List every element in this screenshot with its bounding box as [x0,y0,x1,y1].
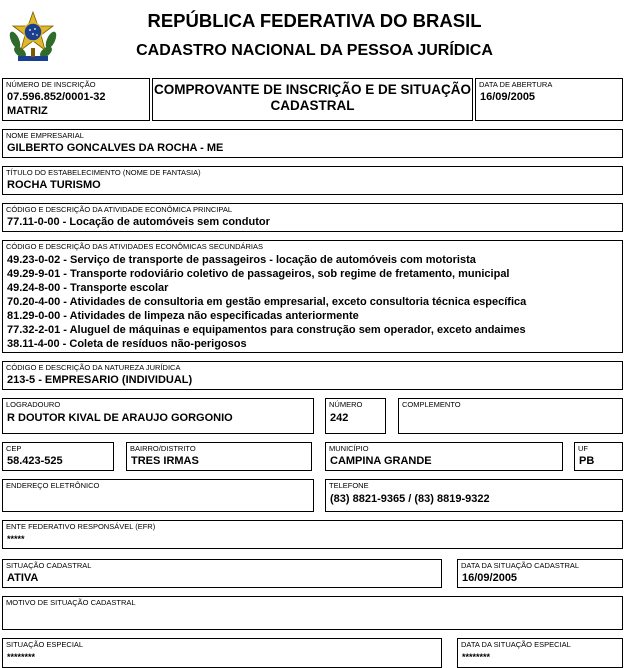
cep-label: CEP [6,444,22,453]
situacao-especial-value: ******** [7,652,36,662]
nome-empresarial-box [2,129,623,158]
atividade-secundaria-item: 49.23-0-02 - Serviço de transporte de passageiros - locação de automóveis com motorista [7,254,476,266]
numero-value: 242 [330,412,349,424]
telefone-label: TELEFONE [329,481,369,490]
fantasia-box [2,166,623,195]
email-box [2,479,314,512]
inscricao-label: NÚMERO DE INSCRIÇÃO [6,80,96,89]
abertura-label: DATA DE ABERTURA [479,80,553,89]
atividade-secundaria-item: 49.24-8-00 - Transporte escolar [7,282,169,294]
nome-empresarial-value: GILBERTO GONCALVES DA ROCHA - ME [7,142,224,154]
data-situacao-especial-label: DATA DA SITUAÇÃO ESPECIAL [461,640,571,649]
situacao-label: SITUAÇÃO CADASTRAL [6,561,92,570]
abertura-box [475,78,623,121]
title-republic: REPÚBLICA FEDERATIVA DO BRASIL [147,10,482,31]
atividade-secundaria-item: 49.29-9-01 - Transporte rodoviário coletivo de passageiros, sob regime de fretamento, municipal [7,268,510,280]
atividade-secundaria-item: 81.29-0-00 - Atividades de limpeza não especificadas anteriormente [7,310,359,322]
fantasia-value: ROCHA TURISMO [7,179,101,191]
inscricao-number: 07.596.852/0001-32 [7,91,106,103]
logradouro-box [2,398,314,434]
abertura-date: 16/09/2005 [480,91,536,103]
complemento-box [398,398,623,434]
logradouro-value: R DOUTOR KIVAL DE ARAUJO GORGONIO [7,412,233,424]
bairro-label: BAIRRO/DISTRITO [130,444,196,453]
atividade-principal-label: CÓDIGO E DESCRIÇÃO DA ATIVIDADE ECONÔMICA PRINCIPAL [6,205,233,214]
cep-box [2,442,114,471]
motivo-label: MOTIVO DE SITUAÇÃO CADASTRAL [6,598,136,607]
atividades-secundarias-label: CÓDIGO E DESCRIÇÃO DAS ATIVIDADES ECONÔMICAS SECUNDÁRIAS [6,242,263,251]
comprovante-title-line2: CADASTRAL [270,98,355,113]
atividade-secundaria-item: 70.20-4-00 - Atividades de consultoria em gestão empresarial, exceto consultoria técnica específica [7,296,527,308]
fantasia-label: TÍTULO DO ESTABELECIMENTO (NOME DE FANTASIA) [6,168,201,177]
nome-empresarial-label: NOME EMPRESARIAL [6,131,84,140]
data-situacao-especial-box [457,638,623,668]
natureza-value: 213-5 - EMPRESARIO (INDIVIDUAL) [7,374,193,386]
situacao-especial-box [2,638,442,668]
efr-value: ***** [7,534,25,544]
uf-value: PB [579,455,595,467]
data-situacao-label: DATA DA SITUAÇÃO CADASTRAL [461,561,580,570]
title-registry: CADASTRO NACIONAL DA PESSOA JURÍDICA [136,42,493,59]
numero-box [325,398,386,434]
situacao-especial-label: SITUAÇÃO ESPECIAL [6,640,84,649]
comprovante-box [152,78,473,121]
data-situacao-box [457,559,623,588]
data-situacao-value: 16/09/2005 [462,572,518,584]
bairro-value: TRES IRMAS [131,455,199,467]
situacao-box [2,559,442,588]
municipio-label: MUNICÍPIO [329,444,369,453]
situacao-value: ATIVA [7,572,39,584]
municipio-value: CAMPINA GRANDE [330,455,432,467]
efr-label: ENTE FEDERATIVO RESPONSÁVEL (EFR) [6,522,156,531]
data-situacao-especial-value: ******** [462,652,491,662]
uf-box [574,442,623,471]
uf-label: UF [578,444,588,453]
atividade-secundaria-item: 38.11-4-00 - Coleta de resíduos não-perigosos [7,338,247,350]
comprovante-title-line1: COMPROVANTE DE INSCRIÇÃO E DE SITUAÇÃO [153,82,472,97]
telefone-box [325,479,623,512]
efr-box [2,520,623,549]
atividade-secundaria-item: 77.32-2-01 - Aluguel de máquinas e equipamentos para construção sem operador, exceto andaimes [7,324,526,336]
atividades-secundarias-box [2,240,623,353]
natureza-box [2,361,623,390]
bairro-box [126,442,312,471]
telefone-value: (83) 8821-9365 / (83) 8819-9322 [330,493,490,505]
email-label: ENDEREÇO ELETRÔNICO [6,481,100,490]
complemento-label: COMPLEMENTO [402,400,461,409]
inscricao-box [2,78,150,121]
numero-label: NÚMERO [329,400,363,409]
natureza-label: CÓDIGO E DESCRIÇÃO DA NATUREZA JURÍDICA [6,363,181,372]
atividade-principal-value: 77.11-0-00 - Locação de automóveis sem condutor [7,216,270,228]
motivo-box [2,596,623,630]
atividade-principal-box [2,203,623,232]
cep-value: 58.423-525 [7,455,63,467]
logradouro-label: LOGRADOURO [6,400,61,409]
inscricao-type: MATRIZ [7,105,48,117]
municipio-box [325,442,563,471]
